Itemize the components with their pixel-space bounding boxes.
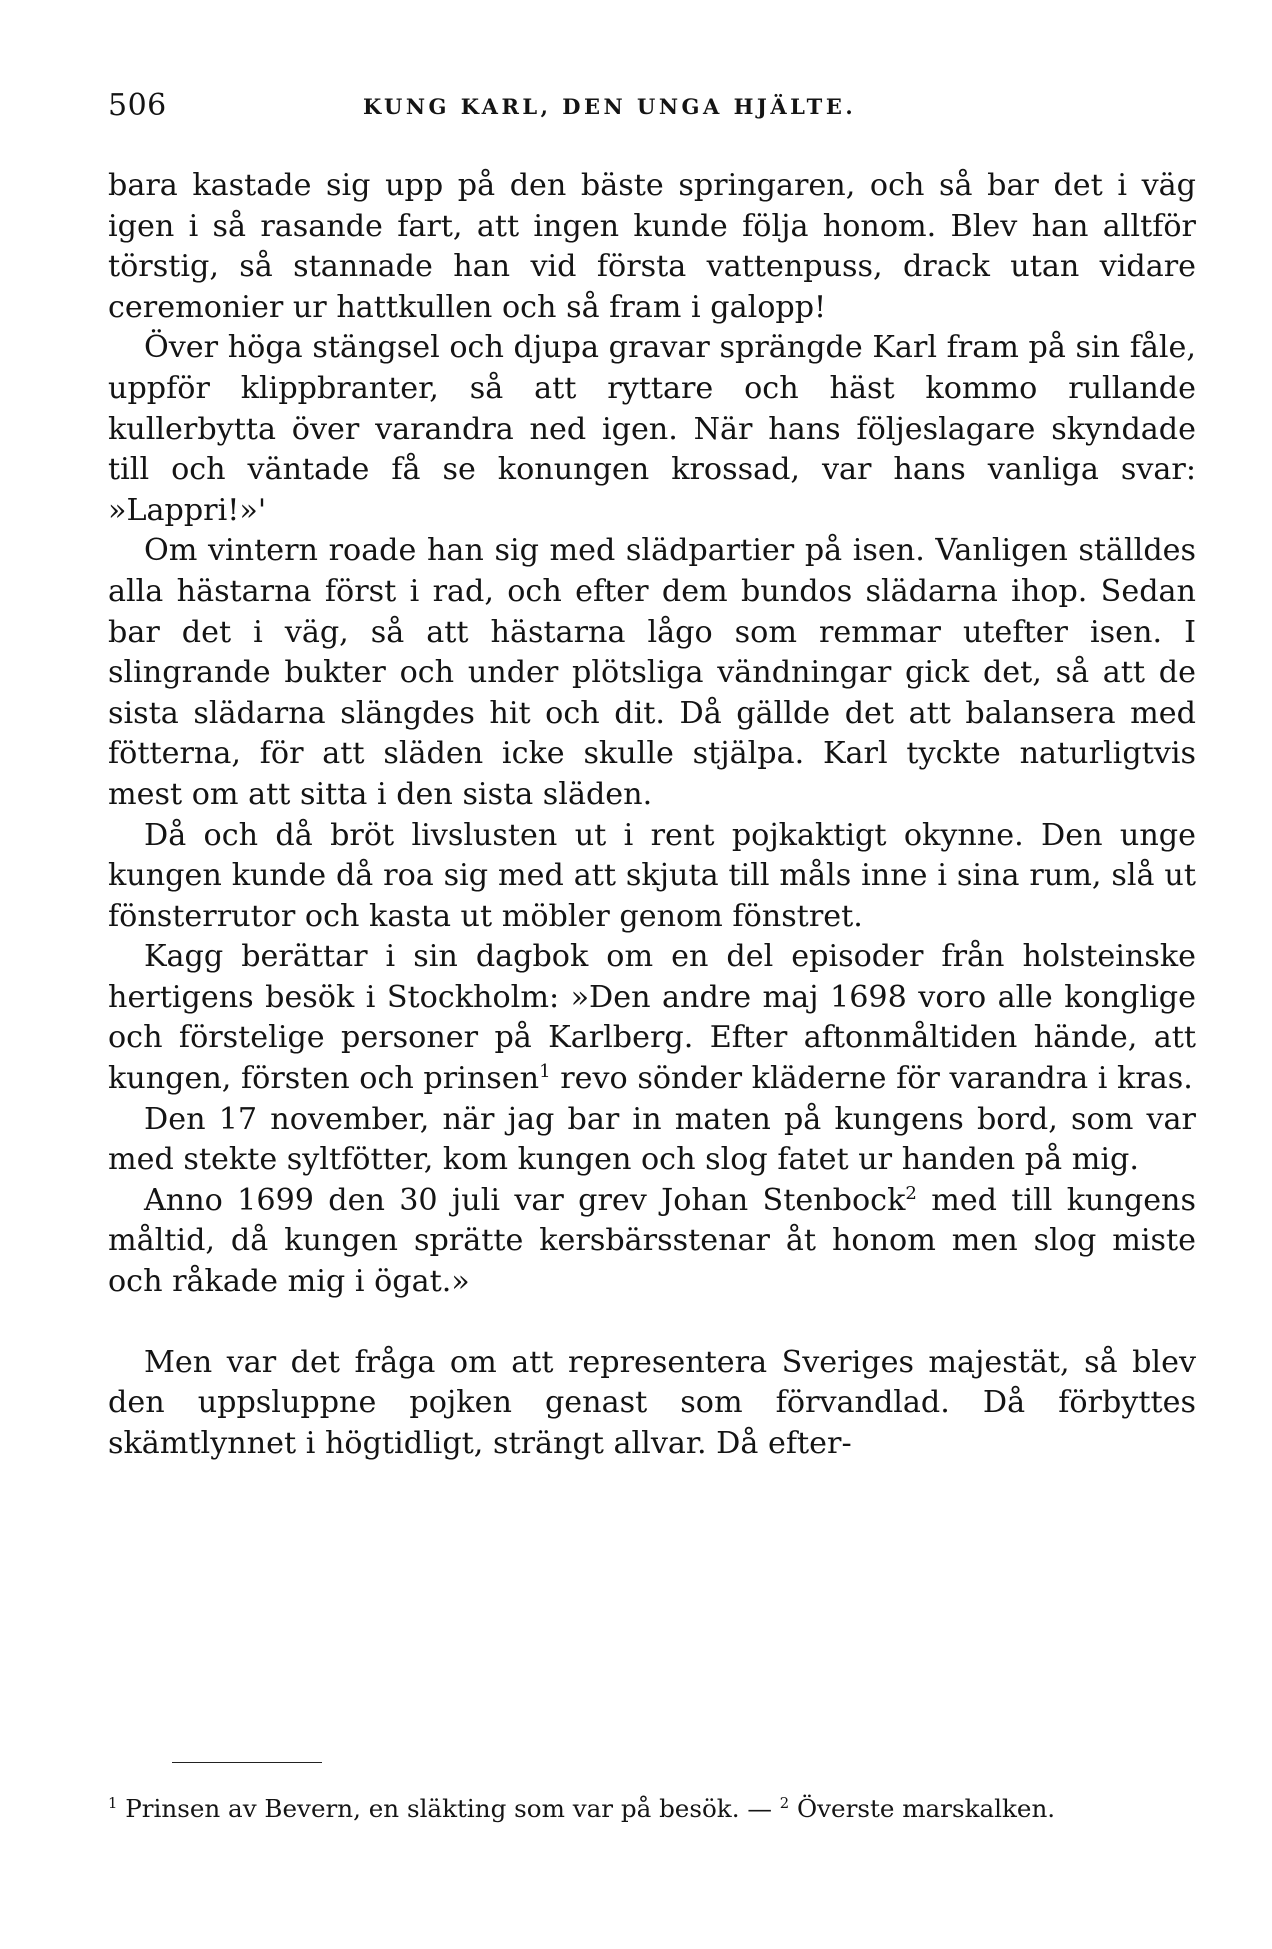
kagg-text-before: Kagg berättar i sin dagbok om en del episoder från holsteinske hertigens besök i Stockholm: »Den andre maj 1698 voro alle konglige och förstelige personer på Karlberg. Efter aftonmåltiden hände, att kungen, försten och prinsen — [108, 939, 1196, 1097]
anno-text-after: med till kungens måltid, då kungen sprätte kersbärsstenar åt honom men slog miste och råkade mig i ögat.» — [108, 1182, 1196, 1300]
running-head: KUNG KARL, DEN UNGA HJÄLTE. — [363, 94, 857, 119]
page-header — [108, 88, 1208, 128]
paragraph-november: Den 17 november, när jag bar in maten på kungens bord, som var med stekte syltfötter, kom kungen och slog fatet ur handen på mig. — [108, 1101, 1196, 1178]
footnote-marker-2: 2 — [779, 1794, 790, 1812]
kagg-text-after: revo sönder kläderne för varandra i kras. — [550, 1061, 1193, 1097]
paragraph-galopp: bara kastade sig upp på den bäste springaren, och så bar det i väg igen i så rasande fart, att ingen kunde följa honom. Blev han alltför törstig, så stannade han vid första vattenpuss, drack utan vidare ceremonier ur hattkullen och så fram i galopp! — [108, 168, 1196, 325]
footnote-marker-1: 1 — [108, 1794, 118, 1812]
paragraph-okynne: Då och då bröt livslusten ut i rent pojkaktigt okynne. Den unge kungen kunde då roa sig med att skjuta till måls inne i sina rum, slå ut fönsterrutor och kasta ut möbler genom fönstret. — [108, 817, 1196, 934]
paragraph-majestat: Men var det fråga om att representera Sveriges majestät, så blev den uppsluppne pojken genast som förvandlad. Då förbyttes skämtlynnet i högtidligt, strängt allvar. Då efter- — [108, 1344, 1196, 1461]
paragraph-kagg — [108, 937, 1196, 1099]
footnote-text-1: Prinsen av Bevern, en släkting som var på besök. — — [117, 1794, 780, 1823]
anno-text-before: Anno 1699 den 30 juli var grev Johan Stenbock — [144, 1182, 906, 1218]
paragraph-vintern: Om vintern roade han sig med slädpartier på isen. Vanligen ställdes alla hästarna först i rad, och efter dem bundos slädarna ihop. Sedan bar det i väg, så att hästarna lågo som remmar utefter isen. I slingrande bukter och under plötsliga vändningar gick det, så att de sista slädarna slängdes hit och dit. Då gällde det att balansera med fötterna, för att släden icke skulle stjälpa. Karl tyckte naturligtvis mest om att sitta i den sista släden. — [108, 533, 1196, 812]
page-number: 506 — [108, 88, 167, 123]
footnote-divider — [172, 1762, 322, 1763]
footnote-ref-1: 1 — [539, 1061, 551, 1082]
paragraph-anno — [108, 1181, 1196, 1303]
footnotes — [108, 1792, 1196, 1826]
paragraph-stangsel: Över höga stängsel och djupa gravar sprängde Karl fram på sin fåle, uppför klippbranter, så att ryttare och häst kommo rullande kullerbytta över varandra ned igen. När hans följeslagare skyndade till och väntade få se konungen krossad, var hans vanliga svar: »Lappri!»' — [108, 330, 1196, 528]
footnote-ref-2: 2 — [905, 1182, 917, 1204]
footnote-text-2: Överste marskalken. — [789, 1794, 1056, 1823]
body-text — [108, 166, 1196, 1464]
